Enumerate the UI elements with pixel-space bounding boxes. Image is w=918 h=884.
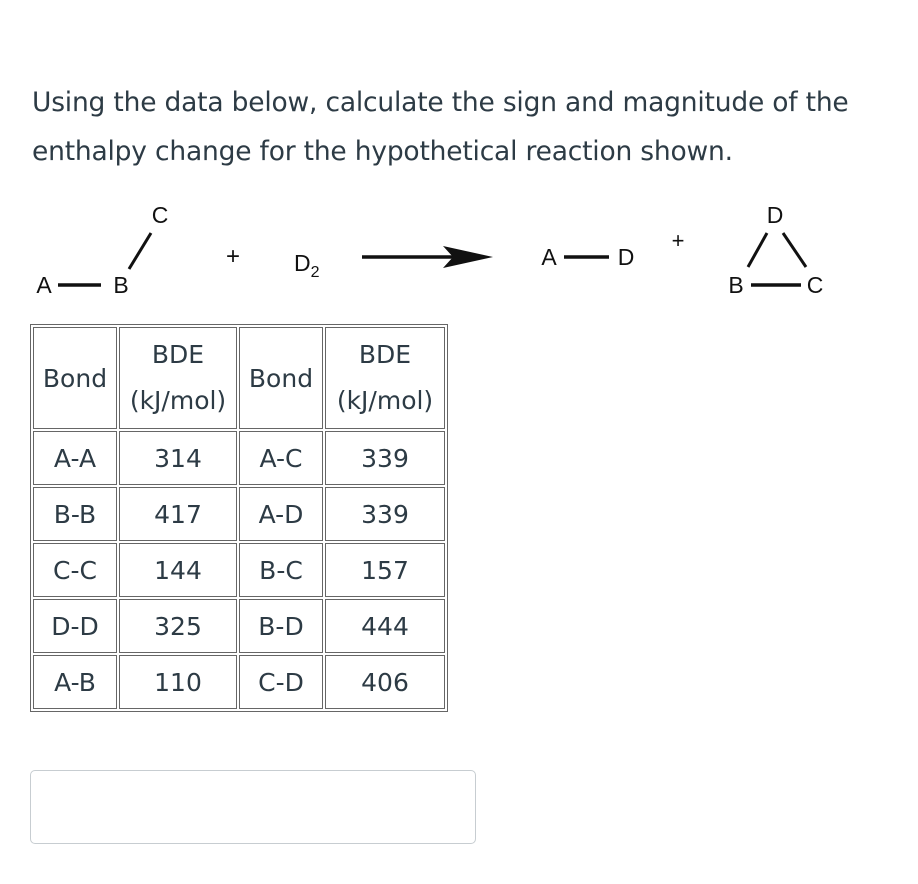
bond-line: [748, 233, 767, 267]
atom-c: C: [806, 272, 824, 298]
atom-c: C: [151, 202, 169, 228]
header-bond: Bond: [33, 327, 117, 429]
bond-cell: A-A: [33, 431, 117, 485]
d2-symbol: D: [294, 250, 311, 276]
reactant-d2: [294, 250, 320, 281]
table-row: [33, 599, 445, 653]
bde-cell: 339: [325, 431, 445, 485]
bond-cell: B-C: [239, 543, 323, 597]
bond-cell: B-D: [239, 599, 323, 653]
plus-sign: +: [225, 243, 241, 270]
header-bde-line1: BDE: [151, 340, 205, 369]
header-bond: Bond: [239, 327, 323, 429]
bond-cell: A-D: [239, 487, 323, 541]
bde-cell: 157: [325, 543, 445, 597]
product-bcd-triangle: [728, 202, 823, 298]
table-header-row: [33, 327, 445, 429]
bde-cell: 444: [325, 599, 445, 653]
d2-subscript: 2: [310, 264, 320, 281]
header-bde-line2: (kJ/mol): [129, 386, 227, 415]
bde-cell: 314: [119, 431, 237, 485]
bde-cell: 325: [119, 599, 237, 653]
atom-a: A: [541, 244, 557, 270]
header-bde: [119, 327, 237, 429]
bde-cell: 406: [325, 655, 445, 709]
bond-cell: D-D: [33, 599, 117, 653]
answer-input[interactable]: [30, 770, 476, 844]
reaction-diagram: [0, 196, 918, 306]
bde-cell: 110: [119, 655, 237, 709]
table-row: [33, 655, 445, 709]
bond-line: [783, 233, 806, 267]
atom-d: D: [766, 202, 784, 228]
bde-table: [30, 324, 448, 712]
d2-formula: [294, 250, 320, 281]
bond-cell: A-B: [33, 655, 117, 709]
reaction-arrow: [362, 246, 493, 268]
product-ad: [541, 244, 634, 270]
bond-cell: A-C: [239, 431, 323, 485]
atom-b: B: [728, 272, 744, 298]
header-bde: [325, 327, 445, 429]
plus-sign: +: [671, 228, 685, 253]
bde-cell: 144: [119, 543, 237, 597]
table-row: [33, 543, 445, 597]
bde-cell: 339: [325, 487, 445, 541]
atom-d: D: [617, 244, 635, 270]
question-text: Using the data below, calculate the sign and magnitude of the enthalpy change for the hypothetical reaction shown.: [32, 87, 849, 167]
atom-a: A: [36, 272, 52, 298]
table-row: [33, 487, 445, 541]
bond-cell: C-C: [33, 543, 117, 597]
reactant-abc: [36, 202, 168, 298]
header-bde-line1: BDE: [358, 340, 412, 369]
table-row: [33, 431, 445, 485]
atom-b: B: [113, 272, 129, 298]
bond-cell: B-B: [33, 487, 117, 541]
bde-cell: 417: [119, 487, 237, 541]
bond-cell: C-D: [239, 655, 323, 709]
bond-line: [129, 233, 151, 269]
header-bde-line2: (kJ/mol): [336, 386, 434, 415]
